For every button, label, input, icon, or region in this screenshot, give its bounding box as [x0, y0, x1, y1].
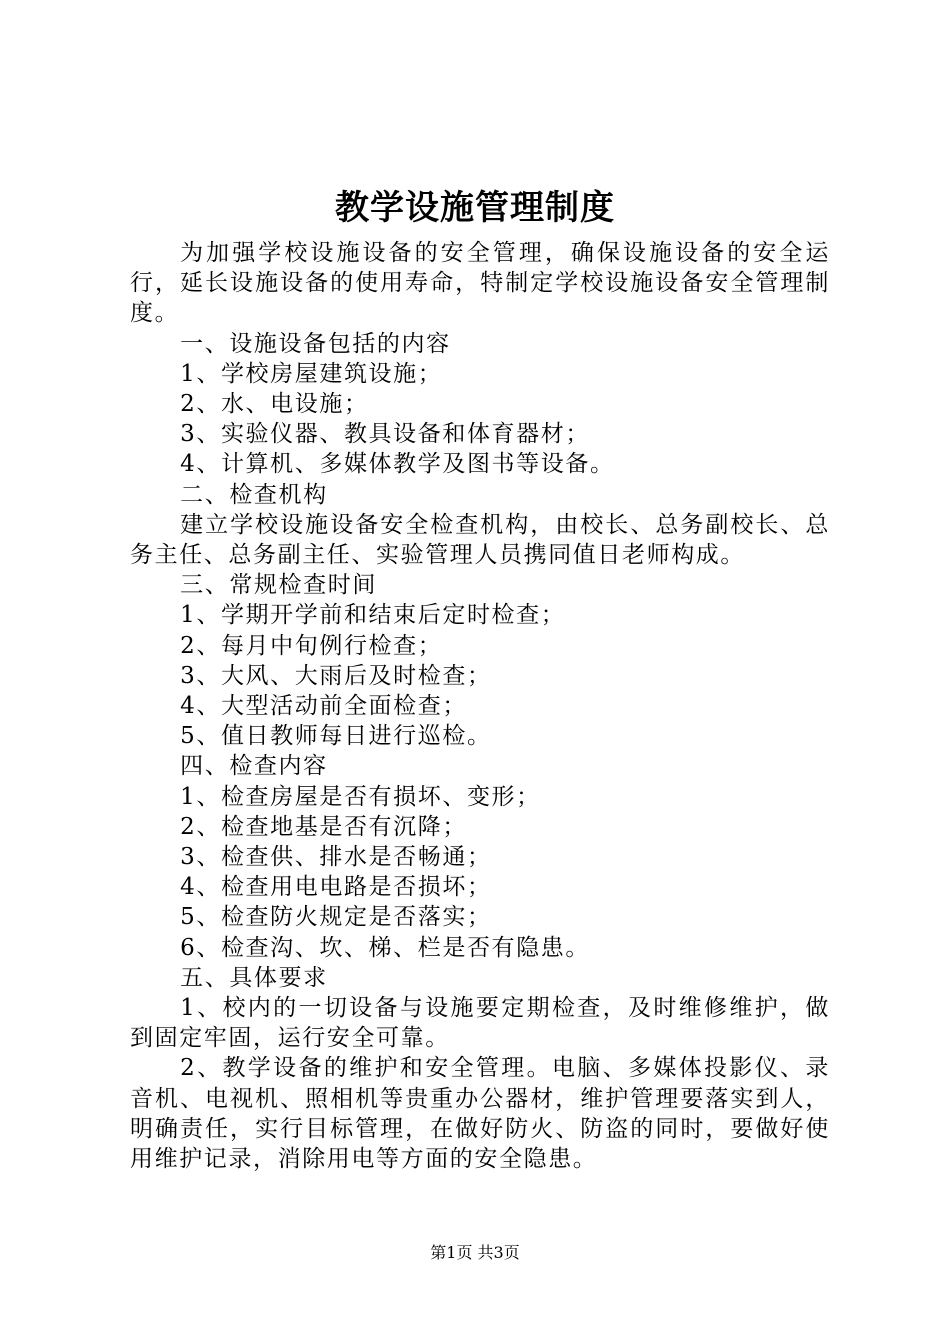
page-footer: 第1页 共3页	[430, 1243, 520, 1262]
paragraph: 2、教学设备的维护和安全管理。电脑、多媒体投影仪、录音机、电视机、照相机等贵重办公器材，维护管理要落实到人，明确责任，实行目标管理，在做好防火、防盗的同时，要做好使用维护记录，消除用电等方面的安全隐患。	[130, 1055, 830, 1173]
section-heading: 二、检查机构	[180, 481, 328, 508]
list-item: 1、学校房屋建筑设施；	[180, 360, 443, 387]
document-body	[130, 238, 830, 1174]
section-heading: 四、检查内容	[180, 753, 328, 780]
document-title: 教学设施管理制度	[335, 188, 615, 228]
list-item: 2、每月中旬例行检查；	[180, 632, 443, 659]
list-item: 3、实验仪器、教具设备和体育器材；	[180, 421, 590, 448]
paragraph: 建立学校设施设备安全检查机构，由校长、总务副校长、总务主任、总务副主任、实验管理人员携同值日老师构成。	[130, 511, 830, 569]
section-heading: 三、常规检查时间	[180, 572, 377, 599]
list-item: 3、检查供、排水是否畅通；	[180, 844, 492, 871]
list-item: 5、值日教师每日进行巡检。	[180, 723, 492, 750]
paragraph: 1、校内的一切设备与设施要定期检查，及时维修维护，做到固定牢固，运行安全可靠。	[130, 995, 830, 1052]
section-heading: 一、设施设备包括的内容	[180, 330, 451, 357]
list-item: 4、计算机、多媒体教学及图书等设备。	[180, 451, 615, 478]
list-item: 2、检查地基是否有沉降；	[180, 813, 467, 840]
list-item: 4、大型活动前全面检查；	[180, 693, 467, 720]
section-heading: 五、具体要求	[180, 964, 328, 991]
list-item: 1、检查房屋是否有损坏、变形；	[180, 783, 541, 810]
list-item: 4、检查用电电路是否损坏；	[180, 874, 492, 901]
list-item: 1、学期开学前和结束后定时检查；	[180, 602, 566, 629]
paragraph-intro: 为加强学校设施设备的安全管理，确保设施设备的安全运行，延长设施设备的使用寿命，特制定学校设施设备安全管理制度。	[130, 240, 830, 327]
list-item: 3、大风、大雨后及时检查；	[180, 662, 492, 689]
list-item: 5、检查防火规定是否落实；	[180, 904, 492, 931]
list-item: 2、水、电设施；	[180, 391, 369, 418]
list-item: 6、检查沟、坎、梯、栏是否有隐患。	[180, 934, 590, 961]
